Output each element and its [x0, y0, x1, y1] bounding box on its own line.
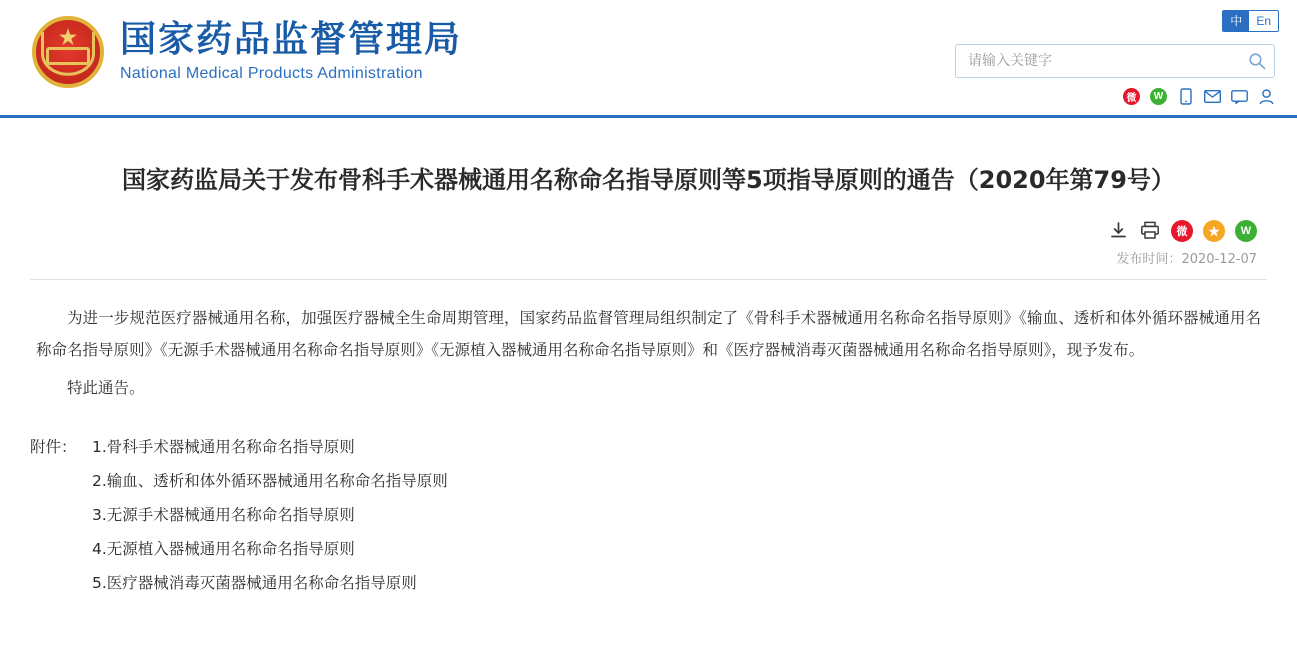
site-header	[0, 0, 1297, 118]
attachment-link[interactable]: 4.无源植入器械通用名称命名指导原则	[92, 539, 355, 558]
search-icon[interactable]	[1240, 45, 1274, 77]
message-icon[interactable]	[1231, 88, 1248, 105]
attachment-row	[92, 498, 1267, 532]
favorite-icon[interactable]: ★	[1203, 220, 1225, 242]
weibo-icon[interactable]: 微	[1123, 88, 1140, 105]
publish-date: 2020-12-07	[1181, 251, 1257, 267]
wechat-share-icon[interactable]: W	[1235, 220, 1257, 242]
mail-icon[interactable]	[1204, 88, 1221, 105]
page-title: 国家药监局关于发布骨科手术器械通用名称命名指导原则等5项指导原则的通告（2020年第79号）	[122, 166, 1175, 194]
publish-label: 发布时间：	[1116, 251, 1182, 267]
attachment-row	[92, 532, 1267, 566]
search-box[interactable]	[955, 44, 1275, 78]
user-icon[interactable]	[1258, 88, 1275, 105]
paragraph: 为进一步规范医疗器械通用名称，加强医疗器械全生命周期管理，国家药品监督管理局组织制定了《骨科手术器械通用名称命名指导原则》《输血、透析和体外循环器械通用名称命名指导原则》《无源手术器械通用名称命名指导原则》《无源植入器械通用名称命名指导原则》和《医疗器械消毒灭菌器械通用名称命名指导原则》，现予发布。	[36, 308, 1261, 359]
lang-cn-button[interactable]: 中	[1223, 11, 1249, 31]
language-switch[interactable]	[1222, 10, 1279, 32]
paragraph: 特此通告。	[67, 378, 145, 397]
attachment-row	[30, 430, 1267, 464]
site-logo[interactable]	[32, 16, 462, 88]
search-area	[955, 44, 1275, 78]
site-title-cn: 国家药品监督管理局	[120, 19, 463, 60]
mobile-icon[interactable]	[1177, 88, 1194, 105]
attachment-row	[92, 566, 1267, 600]
lang-en-button[interactable]: En	[1249, 11, 1278, 31]
attachment-link[interactable]: 2.输血、透析和体外循环器械通用名称命名指导原则	[92, 471, 448, 490]
download-icon[interactable]	[1107, 220, 1129, 242]
attachment-link[interactable]: 1.骨科手术器械通用名称命名指导原则	[92, 437, 355, 456]
search-input[interactable]	[956, 53, 1240, 69]
attachment-row	[92, 464, 1267, 498]
attachments-label: 附件：	[30, 437, 77, 456]
article-container	[0, 164, 1297, 600]
article-body	[30, 302, 1267, 404]
attachment-link[interactable]: 3.无源手术器械通用名称命名指导原则	[92, 505, 355, 524]
site-title-en: National Medical Products Administration	[120, 65, 423, 82]
print-icon[interactable]	[1139, 220, 1161, 242]
national-emblem-icon: ★	[32, 16, 104, 88]
weibo-share-icon[interactable]: 微	[1171, 220, 1193, 242]
article-toolbar	[30, 220, 1267, 242]
site-title-block	[120, 19, 463, 82]
attachment-link[interactable]: 5.医疗器械消毒灭菌器械通用名称命名指导原则	[92, 573, 417, 592]
publish-meta	[30, 242, 1267, 280]
social-links	[1123, 88, 1275, 105]
wechat-icon[interactable]: W	[1150, 88, 1167, 105]
attachment-list	[30, 430, 1267, 600]
